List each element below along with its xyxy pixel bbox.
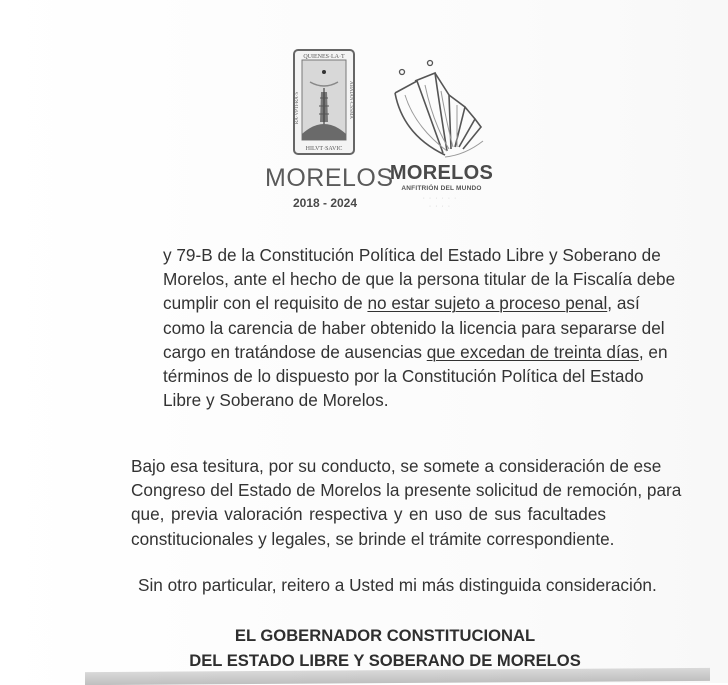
signature-title-line-2: DEL ESTADO LIBRE Y SOBERANO DE MORELOS — [189, 651, 581, 670]
text-line: Bajo esa tesitura, por su conducto, se somete a consideración de ese — [131, 456, 662, 476]
logo-right-subtitle: ANFITRIÓN DEL MUNDO — [401, 185, 482, 192]
faded-line-1: · · · · · · — [422, 195, 458, 202]
paragraph-legal-basis — [163, 243, 676, 412]
text-line — [163, 340, 668, 364]
state-logo-left — [265, 48, 394, 218]
state-logo-right — [385, 55, 500, 220]
faded-line-2: · · · · — [428, 203, 452, 210]
svg-text:ABAIAN·CSSMA: ABAIAN·CSSMA — [348, 80, 353, 120]
signature-block — [130, 623, 640, 673]
text-line — [163, 316, 665, 340]
text-line: Congreso del Estado de Morelos la presente solicitud de remoción, para — [131, 480, 682, 501]
signature-title-line-1: EL GOBERNADOR CONSTITUCIONAL — [234, 626, 536, 645]
text: y 79-B de la Constitución Política del Estado Libre y Soberano de — [163, 245, 661, 265]
text: Libre y Soberano de Morelos. — [163, 390, 389, 411]
coat-of-arms-icon — [292, 48, 356, 158]
logo-right-faded-text — [395, 195, 485, 211]
text-line — [163, 388, 636, 412]
text: cumplir con el requisito de — [163, 293, 368, 314]
logo-right-title: MORELOS — [389, 162, 494, 184]
svg-text:RA·VPTFRA·S: RA·VPTFRA·S — [295, 91, 300, 125]
text: , en — [638, 341, 668, 362]
logo-left-years: 2018 - 2024 — [292, 196, 358, 210]
lotus-flower-icon — [385, 55, 495, 163]
text-line: constitucionales y legales, se brinde el trámite correspondiente. — [131, 528, 615, 549]
text: términos de lo dispuesto por la Constitución Política del Estado — [163, 366, 644, 387]
underlined-text: no estar sujeto a proceso penal — [367, 293, 608, 314]
text-line — [163, 364, 644, 388]
logo-left-title: MORELOS — [265, 164, 394, 192]
text: Morelos, ante el hecho de que la persona titular de la Fiscalía debe — [163, 269, 676, 290]
underlined-text: que excedan de treinta días — [426, 341, 639, 362]
paragraph-request — [131, 454, 682, 551]
text: cargo en tratándose de ausencias — [163, 341, 427, 362]
svg-text:QUIENES·LA·T: QUIENES·LA·T — [303, 54, 345, 60]
closing-line: Sin otro particular, reitero a Usted mi más distinguida consideración. — [138, 575, 657, 595]
text-line — [163, 291, 640, 315]
text-line: que, previa valoración respectiva y en uso de sus facultades — [131, 504, 606, 525]
text: como la carencia de haber obtenido la licencia para separarse del — [163, 317, 665, 338]
text-line — [163, 243, 661, 267]
text-line — [163, 267, 676, 291]
text: , así — [607, 293, 640, 314]
svg-text:HILVT·SAVIC: HILVT·SAVIC — [305, 146, 343, 152]
